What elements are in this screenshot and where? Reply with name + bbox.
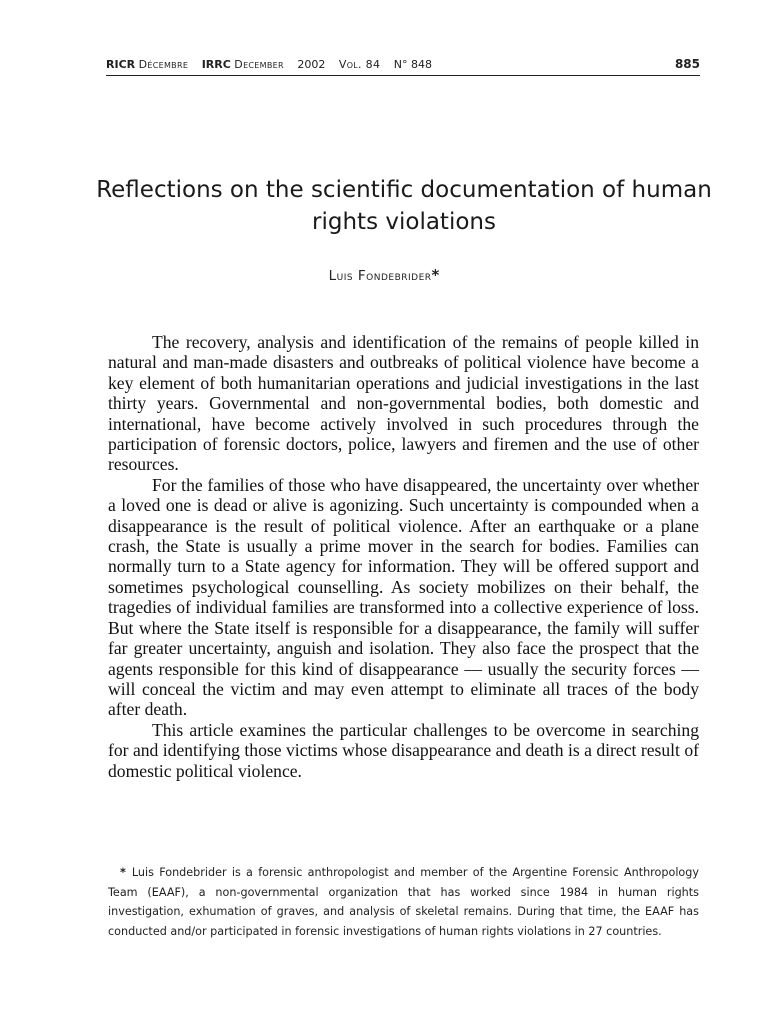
month-fr: Décembre [138, 58, 189, 71]
footnote-marker: * [120, 866, 126, 879]
running-header [106, 57, 700, 76]
author-name: Luis Fondebrider [328, 268, 432, 284]
volume: Vol. 84 [338, 58, 381, 71]
journal-en: IRRC [201, 58, 231, 71]
paragraph-1: The recovery, analysis and identification of the remains of people killed in natural and man-made disasters and outbreaks of political violence have become a key element of both humanitarian operations and judicial investigations in the last thirty years. Governmental and non-governmental bodies, both domestic and international, have become actively involved in such procedures through the participation of forensic doctors, police, lawyers and firemen and the use of other resources. [108, 332, 699, 475]
paragraph-2: For the families of those who have disappeared, the uncertainty over whether a loved one is dead or alive is agonizing. Such uncertainty is compounded when a disappearance is the result of political violence. After an earthquake or a plane crash, the State is usually a prime mover in the search for bodies. Families can normally turn to a State agency for information. They will be offered support and sometimes psychological counselling. As society mobilizes on their behalf, the tragedies of individual families are transformed into a collective experience of loss. But where the State itself is responsible for a disappearance, the family will suffer far greater uncertainty, anguish and isolation. They also face the prospect that the agents responsible for this kind of disappearance — usually the security forces — will conceal the victim and may even attempt to eliminate all traces of the body after death. [108, 474, 699, 720]
issue: N° 848 [393, 58, 432, 71]
journal-citation [106, 58, 432, 71]
paragraph-3: This article examines the particular challenges to be overcome in searching for and identifying those victims whose disappearance and death is a direct result of domestic political violence. [108, 719, 699, 781]
article-body [108, 332, 699, 781]
journal-fr: RICR [106, 58, 136, 71]
author-line [0, 266, 768, 284]
footnote-ref-marker: * [431, 266, 440, 284]
year: 2002 [297, 58, 326, 71]
month-en: December [234, 58, 284, 71]
page-number: 885 [674, 57, 700, 71]
footnote-text: Luis Fondebrider is a forensic anthropologist and member of the Argentine Forensic Anthropology Team (EAAF), a non-governmental organization that has worked since 1984 in human rights investigation, exhumation of graves, and analysis of skeletal remains. During that time, the EAAF has conducted and/or participated in forensic investigations of human rights violations in 27 countries. [108, 866, 699, 938]
author-footnote [108, 863, 699, 941]
article-title: Reflections on the scientific documentation of human rights violations [96, 177, 712, 235]
